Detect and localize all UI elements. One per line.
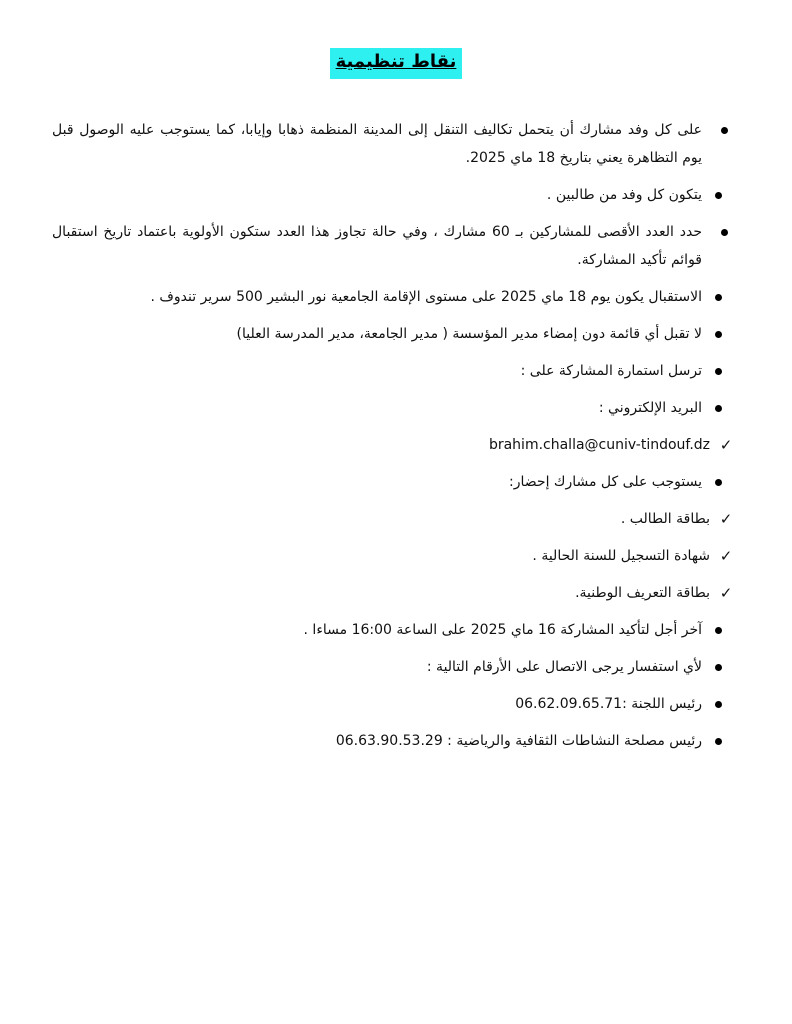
- checklist-item: [52, 542, 733, 570]
- checkmark-icon: ✓: [719, 547, 733, 565]
- item-text: يستوجب على كل مشارك إحضار:: [509, 474, 702, 490]
- list-item: [52, 394, 728, 422]
- checklist-item: [52, 579, 733, 607]
- item-text: آخر أجل لتأكيد المشاركة 16 ماي 2025 على الساعة 16:00 مساءا .: [303, 622, 702, 638]
- list-item: [52, 616, 728, 644]
- item-text: ترسل استمارة المشاركة على :: [520, 363, 702, 379]
- checkmark-icon: ✓: [719, 510, 733, 528]
- bullet-icon: [708, 727, 728, 755]
- bullet-icon: [708, 357, 728, 385]
- list-item: [52, 181, 728, 209]
- list-item: [52, 690, 728, 718]
- email-address: brahim.challa@cuniv-tindouf.dz: [488, 437, 710, 453]
- list-item: [52, 357, 728, 385]
- item-text: حدد العدد الأقصى للمشاركين بـ 60 مشارك ، وفي حالة تجاوز هذا العدد ستكون الأولوية باعتماد تاريخ استقبال قوائم تأكيد المشاركة.: [52, 224, 702, 268]
- list-item: [52, 727, 728, 755]
- title-container: [0, 48, 792, 79]
- checklist-item: [52, 431, 733, 459]
- page-title: نقاط تنظيمية: [330, 48, 463, 79]
- bullet-icon: [708, 218, 728, 246]
- bullet-icon: [708, 653, 728, 681]
- item-text: البريد الإلكتروني :: [598, 400, 702, 416]
- checkmark-icon: ✓: [719, 436, 733, 454]
- item-text: لا تقبل أي قائمة دون إمضاء مدير المؤسسة ( مدير الجامعة، مدير المدرسة العليا): [236, 326, 702, 342]
- checklist-item: [52, 505, 733, 533]
- organizational-points-list: [52, 116, 733, 764]
- item-text: لأي استفسار يرجى الاتصال على الأرقام التالية :: [426, 659, 702, 675]
- list-item: [52, 218, 728, 274]
- list-item: [52, 283, 728, 311]
- list-item: [52, 320, 728, 348]
- item-text: على كل وفد مشارك أن يتحمل تكاليف التنقل إلى المدينة المنظمة ذهابا وإيابا، كما يستوجب عليه الوصول قبل يوم التظاهرة يعني بتاريخ 18 ماي 2025.: [52, 122, 702, 166]
- item-text: بطاقة التعريف الوطنية.: [575, 585, 710, 601]
- bullet-icon: [708, 394, 728, 422]
- item-text: الاستقبال يكون يوم 18 ماي 2025 على مستوى الإقامة الجامعية نور البشير 500 سرير تندوف .: [150, 289, 702, 305]
- bullet-icon: [708, 181, 728, 209]
- bullet-icon: [708, 116, 728, 144]
- bullet-icon: [708, 690, 728, 718]
- item-text: يتكون كل وفد من طالبين .: [546, 187, 702, 203]
- item-text: بطاقة الطالب .: [620, 511, 710, 527]
- bullet-icon: [708, 320, 728, 348]
- bullet-icon: [708, 283, 728, 311]
- list-item: [52, 653, 728, 681]
- bullet-icon: [708, 468, 728, 496]
- item-text: شهادة التسجيل للسنة الحالية .: [532, 548, 710, 564]
- checkmark-icon: ✓: [719, 584, 733, 602]
- bullet-icon: [708, 616, 728, 644]
- item-text: رئيس مصلحة النشاطات الثقافية والرياضية : 06.63.90.53.29: [335, 733, 702, 749]
- item-text: رئيس اللجنة :06.62.09.65.71: [515, 696, 702, 712]
- list-item: [52, 468, 728, 496]
- list-item: [52, 116, 728, 172]
